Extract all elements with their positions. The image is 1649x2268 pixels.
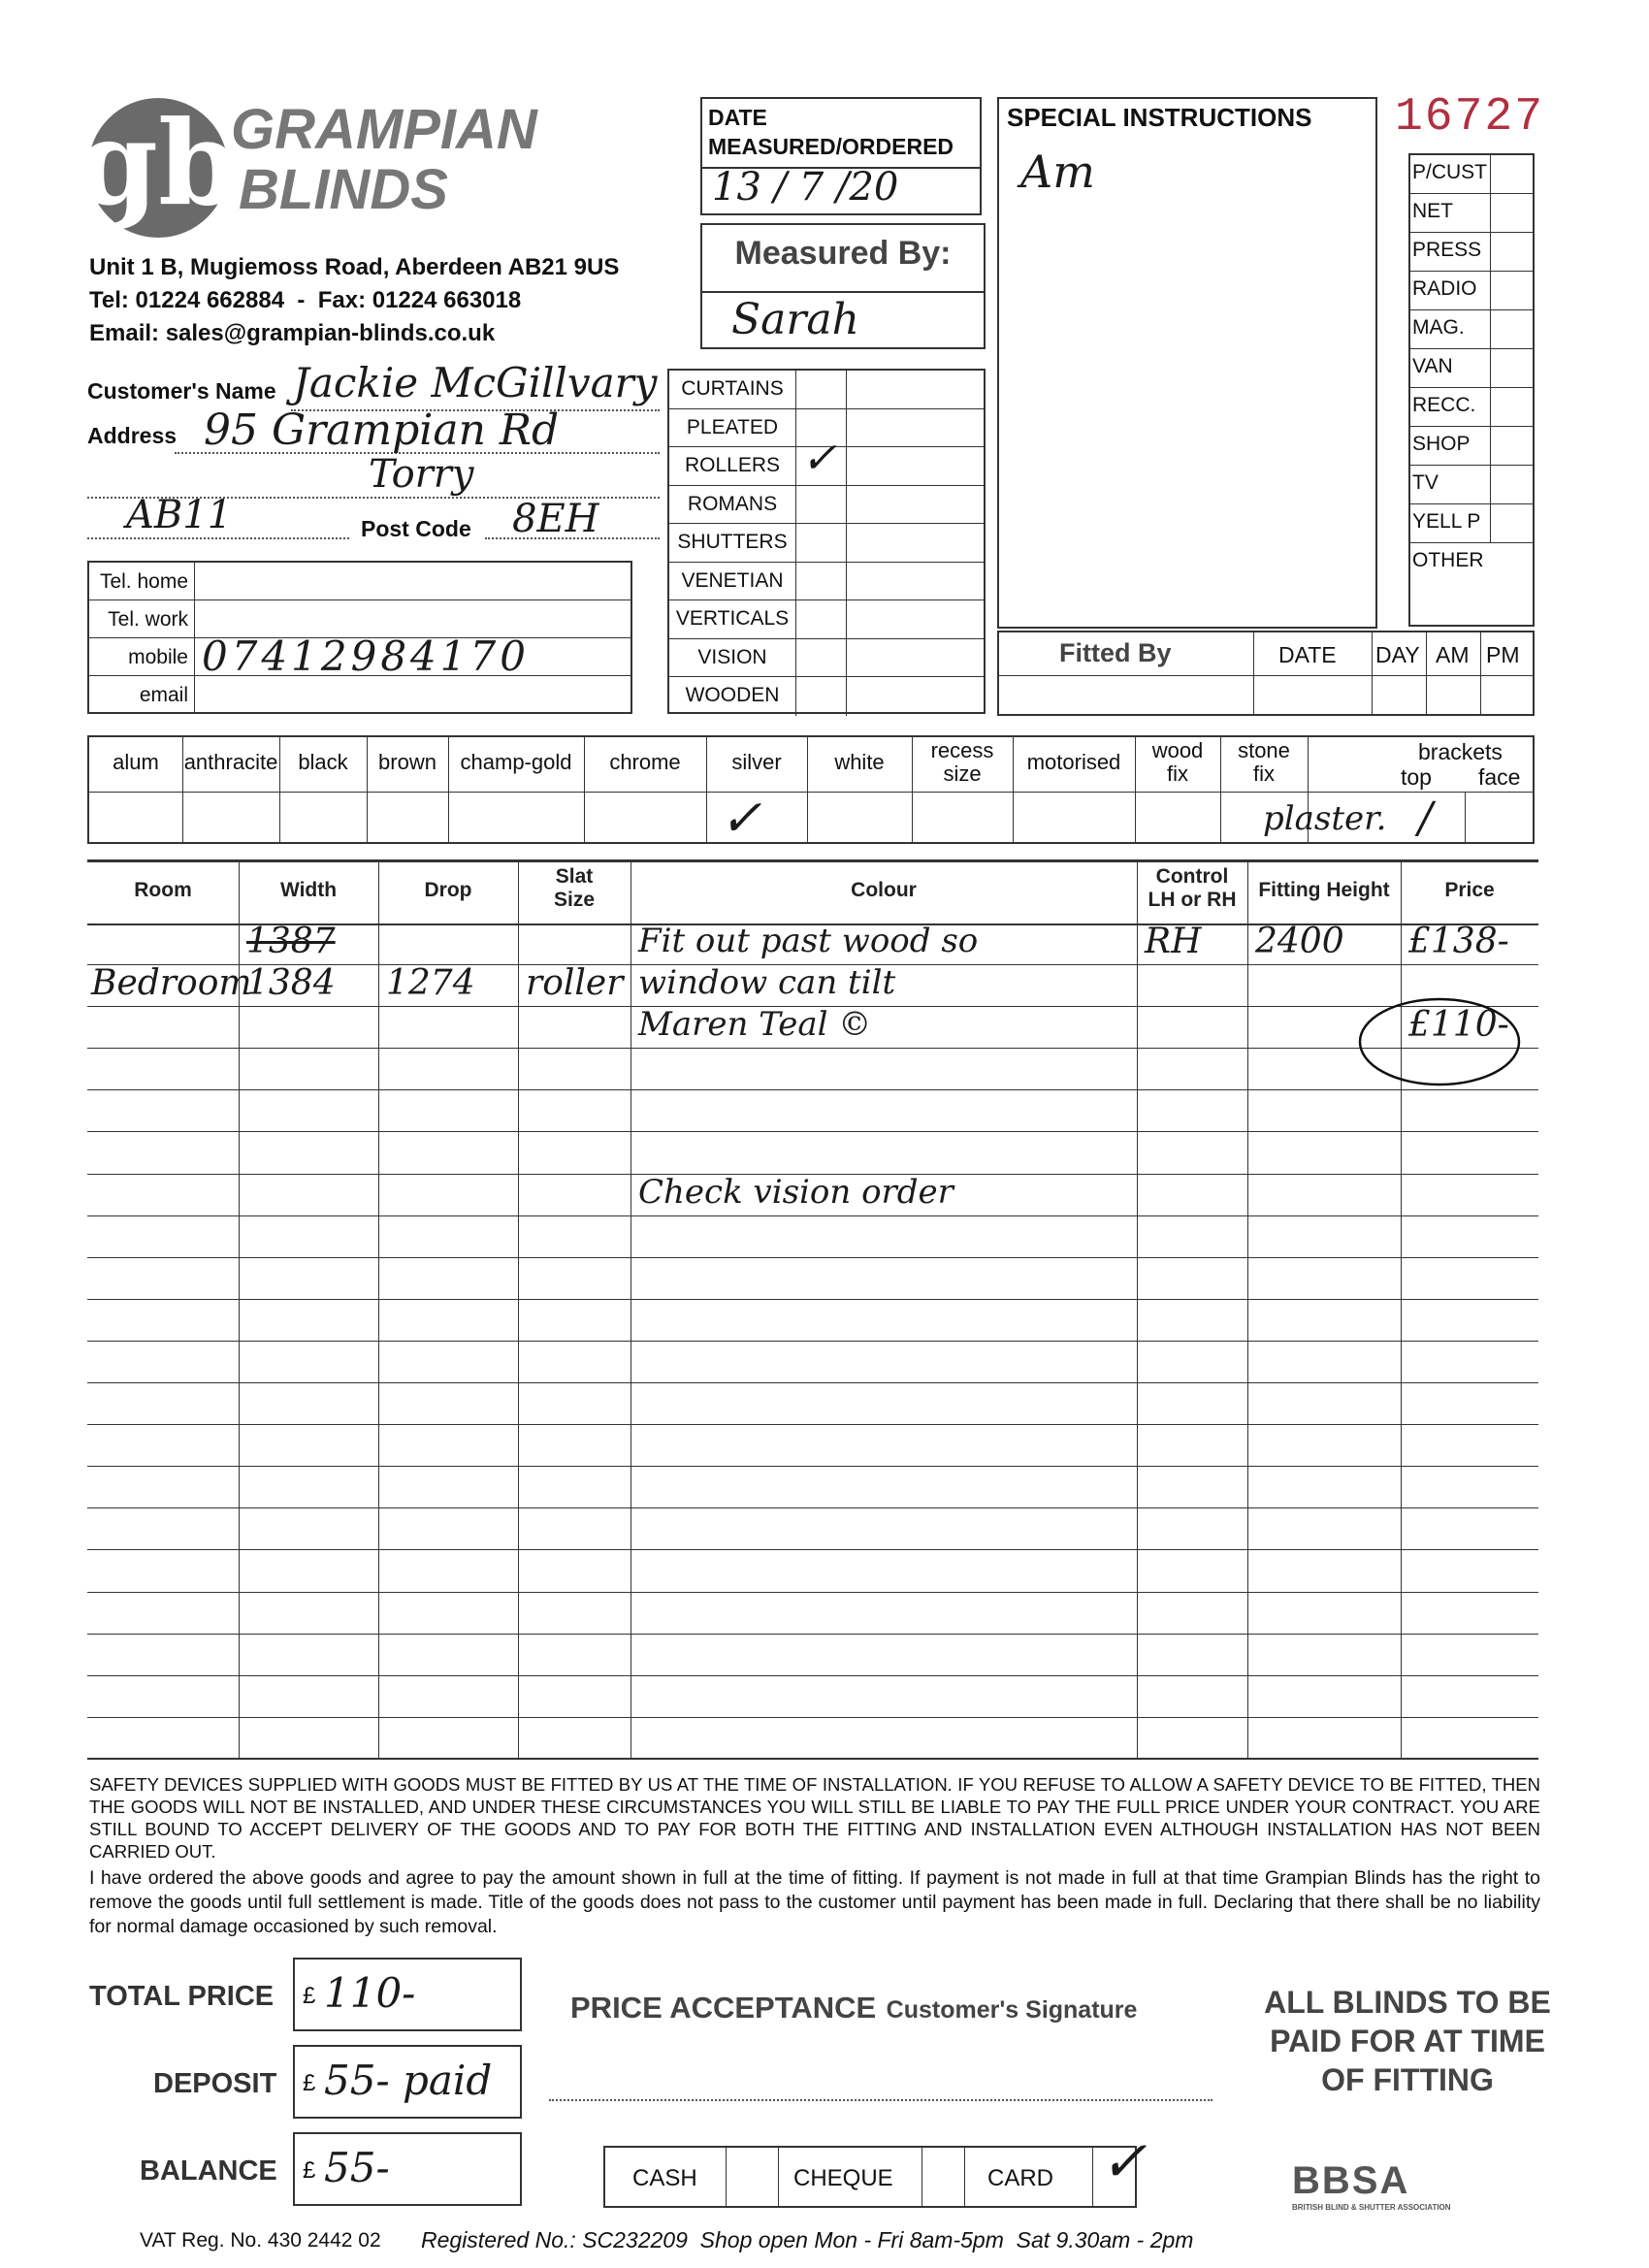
finish-header: champ-gold [460,750,572,774]
order-row [87,1090,1538,1132]
product-row[interactable] [669,600,984,639]
source-row[interactable] [1410,155,1533,194]
source-row[interactable] [1410,310,1533,349]
fitted-day-label: DAY [1375,642,1420,667]
order-header: Width [279,879,338,901]
order-row [87,1718,1538,1760]
phone-row [89,563,630,600]
product-label: VERTICALS [675,607,790,630]
order-row [87,1216,1538,1258]
source-label: PRESS [1412,239,1482,261]
customer-name-value[interactable]: Jackie McGillvary [293,359,658,406]
source-label: P/CUST [1412,161,1488,183]
fitted-pm-label: PM [1486,642,1520,667]
source-label: MAG. [1412,316,1465,339]
source-row[interactable] [1410,466,1533,504]
order-cell[interactable]: window can tilt [638,963,896,1003]
order-row [87,1635,1538,1676]
order-cell[interactable]: 1274 [386,963,475,1004]
product-tick[interactable]: ✓ [801,434,837,483]
special-instructions-value[interactable]: Am [1020,146,1095,198]
finish-header: motorised [1026,750,1121,774]
product-label: CURTAINS [681,377,784,400]
order-cell[interactable]: RH [1145,922,1202,961]
order-header: Fitting Height [1258,879,1390,901]
source-label: NET [1412,200,1453,222]
product-label: ROLLERS [684,454,781,476]
product-label: VENETIAN [681,568,784,592]
order-row [87,1007,1538,1049]
total-price-box[interactable] [293,1958,522,2031]
order-cell[interactable]: Maren Teal © [638,1005,872,1045]
deposit-currency: £ [303,2070,316,2096]
order-cell[interactable]: £110- [1408,1005,1509,1046]
order-header: Slat Size [553,865,596,911]
brackets-top-label: top [1401,764,1432,790]
product-label: ROMANS [687,492,778,515]
payment-notice: ALL BLINDS TO BE PAID FOR AT TIME OF FITTING [1264,1985,1551,2097]
source-label: RADIO [1412,277,1477,300]
finish-header: anthracite [183,750,278,774]
finish-header: chrome [609,750,681,774]
source-label: SHOP [1412,433,1471,455]
special-instructions-label: SPECIAL INSTRUCTIONS [1007,103,1312,132]
product-row[interactable] [669,677,984,716]
order-row [87,1467,1538,1508]
product-type-box [667,369,986,714]
order-row [87,1133,1538,1175]
source-row[interactable] [1410,427,1533,466]
product-label: WOODEN [685,684,780,706]
price-acceptance [570,1991,1137,2025]
postcode-part1-value[interactable]: AB11 [126,493,233,537]
product-row[interactable] [669,486,984,525]
order-table [87,859,1538,1760]
order-cell[interactable]: 1384 [246,963,336,1004]
order-row [87,1172,1538,1216]
customer-name-label: Customer's Name [87,378,276,404]
price-circle-icon [1356,997,1525,1094]
fitted-date-label: DATE [1278,642,1337,667]
order-header: Drop [424,879,472,901]
bbsa-sub: BRITISH BLIND & SHUTTER ASSOCIATION [1292,2203,1451,2212]
company-logo [77,95,240,241]
source-row[interactable] [1410,388,1533,427]
deposit-label: DEPOSIT [153,2068,277,2099]
total-price-value: 110- [324,1969,416,2017]
order-row [87,1508,1538,1550]
order-row [87,923,1538,965]
source-label: YELL P [1412,510,1481,533]
finish-header: black [298,750,348,774]
finish-header: stone fix [1238,738,1290,786]
source-label: VAN [1412,355,1453,377]
balance-box[interactable] [293,2132,522,2206]
order-row [87,1425,1538,1467]
phone-label: mobile [128,646,188,668]
finish-header: recess size [930,738,994,786]
company-email: Email: sales@grampian-blinds.co.uk [89,320,496,346]
special-instructions-box [997,97,1377,629]
order-cell[interactable]: 1387 [246,922,336,961]
brackets-label: brackets [1418,739,1503,764]
address-label: Address [87,423,178,448]
signature-label: Customer's Signature [886,1996,1138,2024]
date-measured-box [700,97,982,215]
phone-value[interactable]: 07412984170 [202,632,530,680]
address-line2-value[interactable]: Torry [369,452,474,497]
card-option[interactable]: CARD [987,2165,1054,2191]
product-row[interactable] [669,434,984,486]
fitted-by-box [997,631,1535,716]
signature-line[interactable] [549,2099,1212,2101]
fitted-by-label: Fitted By [1059,638,1172,667]
payment-method-box [603,2128,1148,2208]
phone-box [87,561,632,714]
order-row [87,1300,1538,1342]
source-row[interactable] [1410,272,1533,310]
agreement-terms: I have ordered the above goods and agree to pay the amount shown in full at the time of fitting. If payment is not made in full at that time Grampian Blinds has the right to remove the goods until full settlement is made. Title of the goods does not pass to the customer until payment has been made in full. Declaring that there shall be no liability for normal damage occasioned by such removal. [89,1867,1540,1937]
company-name-line2: BLINDS [239,158,448,221]
source-label: RECC. [1412,394,1476,416]
order-header: Price [1444,879,1495,901]
phone-row [89,676,630,714]
source-label: OTHER [1412,549,1484,571]
finish-header: white [834,750,885,774]
finish-header: wood fix [1151,738,1204,786]
product-row[interactable] [669,371,984,409]
cheque-option[interactable]: CHEQUE [793,2165,893,2191]
phone-row [89,632,630,680]
balance-currency: £ [303,2157,316,2184]
brackets-top-tick[interactable]: / [1418,794,1433,843]
order-cell[interactable]: Fit out past wood so [638,922,979,960]
product-label: PLEATED [686,415,779,438]
product-row[interactable] [669,563,984,601]
balance-label: BALANCE [140,2155,277,2187]
deposit-box[interactable] [293,2045,522,2119]
price-acceptance-label: PRICE ACCEPTANCE [570,1991,877,2025]
finish-header: silver [731,750,782,774]
measured-by-box [700,223,986,349]
postcode-label: Post Code [361,516,471,541]
order-header: Room [134,879,192,901]
card-tick[interactable]: ✓ [1100,2128,1148,2194]
cash-option[interactable]: CASH [632,2165,697,2191]
fitted-am-label: AM [1436,642,1470,667]
company-address: Unit 1 B, Mugiemoss Road, Aberdeen AB21 9US [89,254,620,280]
order-cell[interactable]: 2400 [1255,922,1344,961]
source-list [1408,153,1535,627]
source-row[interactable] [1410,349,1533,388]
total-currency: £ [303,1983,316,2009]
product-label: SHUTTERS [677,531,788,553]
company-tel-fax: Tel: 01224 662884 - Fax: 01224 663018 [89,287,522,313]
order-cell[interactable]: Bedroom [91,963,252,1004]
source-row[interactable] [1410,194,1533,233]
phone-label: Tel. home [99,570,188,593]
company-name-line1: GRAMPIAN [231,98,537,161]
order-row [87,1258,1538,1300]
order-row [87,1049,1538,1090]
order-cell[interactable]: £138- [1408,922,1509,961]
source-row[interactable] [1410,504,1533,543]
order-row [87,1676,1538,1718]
order-cell[interactable]: Check vision order [638,1172,954,1212]
bbsa-logo [1292,2159,1525,2212]
product-row[interactable] [669,639,984,678]
safety-terms: SAFETY DEVICES SUPPLIED WITH GOODS MUST BE FITTED BY US AT THE TIME OF INSTALLATION. IF YOU REFUSE TO ALLOW A SAFETY DEVICE TO BE FITTED, THEN THE GOODS WILL NOT BE INSTALLED, AND UNDER THESE CIRCUMSTANCES YOU WILL STILL BE LIABLE TO PAY THE FULL PRICE UNDER YOUR CONTRACT. YOU ARE STILL BOUND TO ACCEPT DELIVERY OF THE GOODS AND TO PAY FOR BOTH THE FITTING AND INSTALLATION EVEN ALTHOUGH INSTALLATION HAS NOT BEEN CARRIED OUT. [89,1774,1540,1862]
finishes-box [87,735,1535,848]
date-measured-value[interactable]: 13 / 7 /20 [712,165,899,210]
product-row[interactable] [669,524,984,563]
phone-label: email [139,684,188,706]
order-cell[interactable]: roller [526,963,624,1004]
phone-label: Tel. work [108,608,188,631]
bbsa-logo-text: BBSA [1292,2159,1410,2202]
order-row [87,1551,1538,1593]
total-price-label: TOTAL PRICE [89,1981,275,2012]
source-row[interactable] [1410,233,1533,272]
plaster-note[interactable]: plaster. [1263,799,1387,838]
vat-number: VAT Reg. No. 430 2442 02 [140,2229,381,2252]
order-row [87,1593,1538,1635]
product-label: VISION [697,645,767,668]
source-label: TV [1412,471,1439,494]
date-measured-label: DATE MEASURED/ORDERED [708,105,954,159]
measured-by-value[interactable]: Sarah [731,295,859,344]
postcode-part2-value[interactable]: 8EH [512,497,599,541]
order-header: Control LH or RH [1148,865,1237,911]
form-number: 16727 [1395,91,1545,144]
deposit-value: 55- paid [324,2057,493,2104]
order-header: Colour [851,879,917,901]
balance-value: 55- [324,2144,390,2191]
logo-circle-icon [77,95,240,241]
logo-mark: gb [77,95,240,232]
address-line1-value[interactable]: 95 Grampian Rd [204,405,560,455]
registered-info: Registered No.: SC232209 Shop open Mon - Fri 8am-5pm Sat 9.30am - 2pm [421,2227,1194,2252]
order-row [87,1383,1538,1425]
order-row [87,965,1538,1007]
order-row [87,1342,1538,1383]
finish-header: alum [113,750,159,774]
chrome-tick[interactable]: ✓ [720,790,762,848]
finish-header: brown [378,750,436,774]
source-row[interactable] [1410,543,1533,625]
measured-by-label: Measured By: [734,235,952,272]
brackets-face-label: face [1478,764,1521,790]
